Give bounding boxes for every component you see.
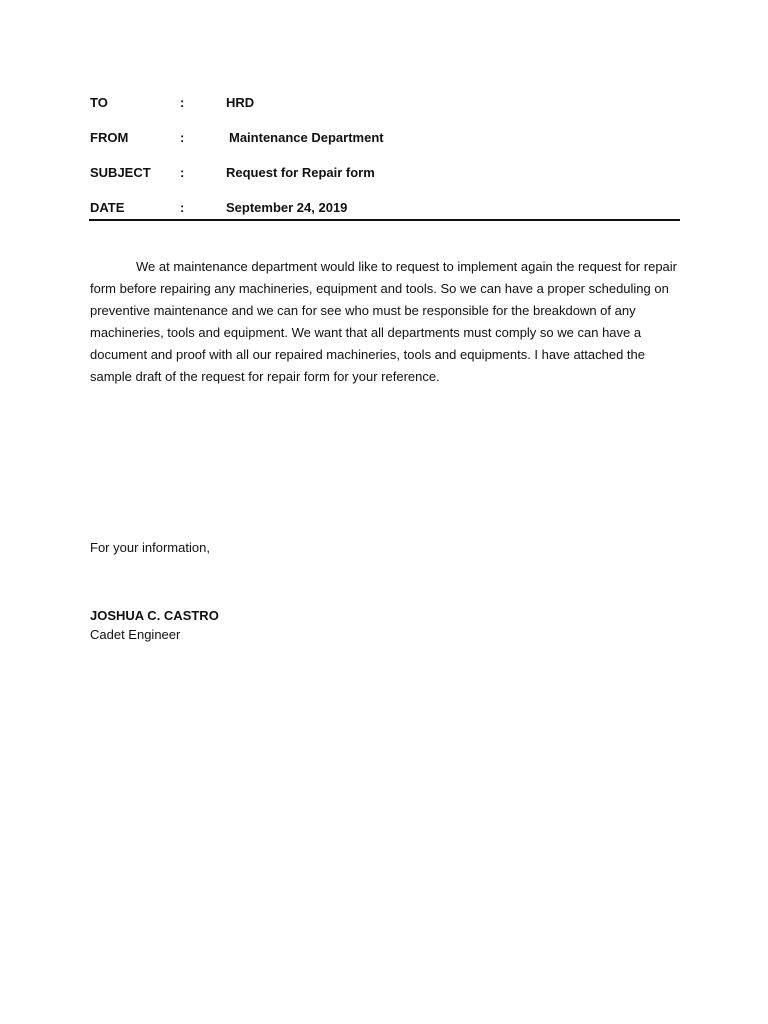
header-row-subject xyxy=(90,164,680,199)
from-colon: : xyxy=(180,130,185,145)
signatory-name: JOSHUA C. CASTRO xyxy=(90,608,219,623)
to-colon: : xyxy=(180,95,185,110)
header-row-from xyxy=(90,129,680,164)
date-label: DATE xyxy=(90,200,125,215)
signatory-title: Cadet Engineer xyxy=(90,627,181,642)
header-row-date xyxy=(90,199,680,234)
from-value: Maintenance Department xyxy=(229,130,384,145)
subject-colon: : xyxy=(180,165,185,180)
to-label: TO xyxy=(90,95,108,110)
header-divider xyxy=(89,219,680,221)
header-row-to xyxy=(90,94,680,129)
memo-header xyxy=(90,94,680,234)
from-label: FROM xyxy=(90,130,129,145)
date-colon: : xyxy=(180,200,185,215)
subject-label: SUBJECT xyxy=(90,165,151,180)
memo-body-paragraph: We at maintenance department would like to request to implement again the request for repair form before repairing any machineries, equipment and tools. So we can have a proper scheduling on preventive maintenance and we can for see who must be responsible for the breakdown of any machineries, tools and equipment. We want that all departments must comply so we can have a document and proof with all our repaired machineries, tools and equipments. I have attached the sample draft of the request for repair form for your reference. xyxy=(90,259,678,384)
date-value: September 24, 2019 xyxy=(226,200,348,215)
subject-value: Request for Repair form xyxy=(226,165,375,180)
closing-line: For your information, xyxy=(90,540,210,555)
to-value: HRD xyxy=(226,95,255,110)
